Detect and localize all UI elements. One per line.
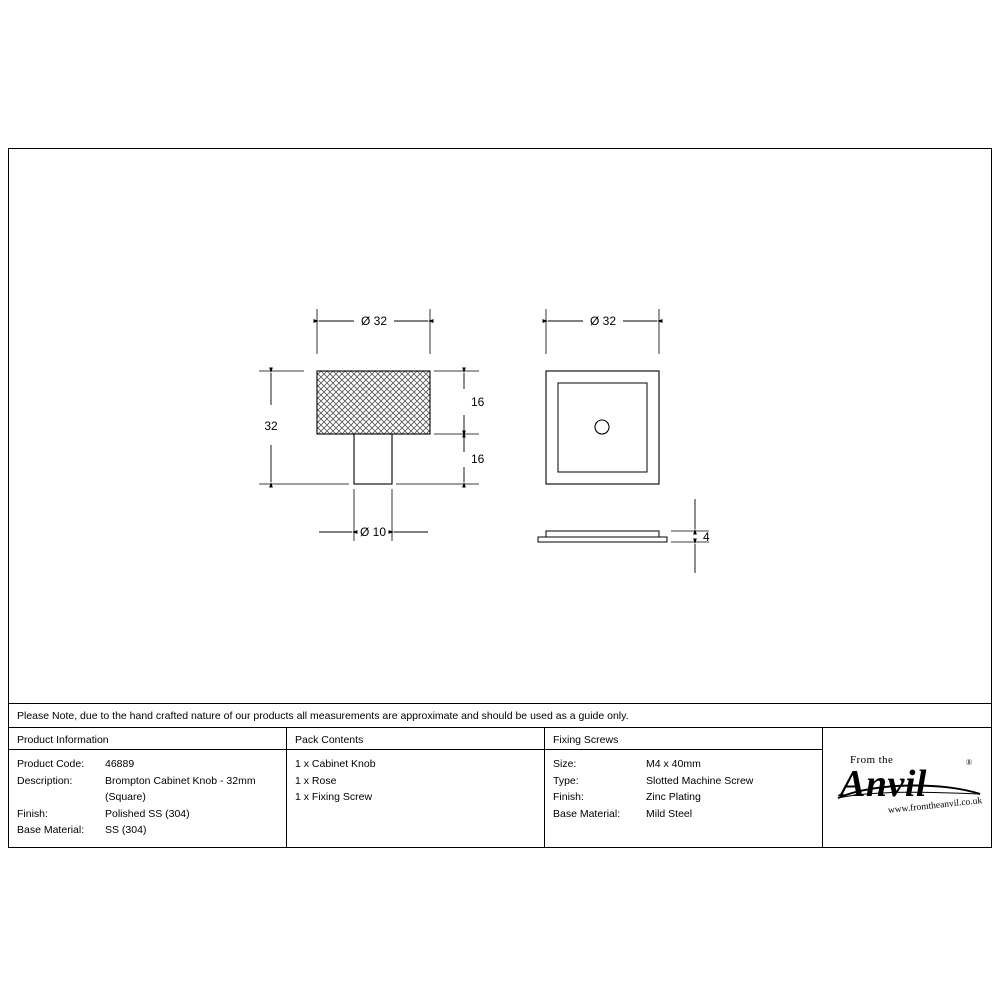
- rose-front-view: [546, 371, 659, 484]
- table-row: [553, 806, 822, 823]
- logo-from-the-text: From the: [850, 753, 894, 766]
- row-value: SS (304): [105, 824, 147, 836]
- dim-knob-width: [317, 309, 430, 354]
- row-value: (Square): [105, 791, 146, 803]
- table-row: [553, 773, 822, 790]
- table-row: [17, 756, 286, 773]
- fixing-screws-column: [545, 728, 823, 847]
- brand-logo: [823, 728, 991, 847]
- dim-knob-lower-label: 16: [471, 452, 485, 466]
- list-item: 1 x Cabinet Knob: [295, 758, 376, 770]
- logo-url-text: www.fromtheanvil.co.uk: [887, 795, 983, 816]
- table-row: [17, 822, 286, 839]
- product-information-body: [9, 749, 286, 839]
- technical-drawing-sheet: [8, 148, 992, 848]
- row-key: Base Material:: [553, 807, 621, 820]
- measurement-note: [9, 703, 991, 728]
- dim-rose-thickness: [671, 499, 710, 573]
- dim-knob-width-label: Ø 32: [360, 314, 388, 328]
- dim-knob-upper-label: 16: [471, 395, 485, 409]
- pack-contents-heading: Pack Contents: [295, 734, 364, 746]
- row-key: Finish:: [17, 807, 48, 820]
- dim-rose-width: [546, 309, 659, 354]
- pack-contents-body: [287, 749, 544, 806]
- table-row: [17, 806, 286, 823]
- dim-stem-diameter-label: Ø 10: [359, 525, 387, 539]
- product-dimension-drawing: [9, 149, 991, 703]
- row-value: Mild Steel: [646, 807, 693, 820]
- table-row: [17, 773, 286, 790]
- row-value: Polished SS (304): [105, 807, 190, 820]
- row-key: Product Code:: [17, 758, 85, 770]
- fixing-screws-body: [545, 749, 822, 822]
- row-key: Type:: [553, 774, 579, 787]
- drawing-area: [9, 149, 991, 703]
- measurement-note-text: Please Note, due to the hand crafted nature of our products all measurements are approximate and should be used as a guide only.: [17, 709, 629, 722]
- table-row: [553, 789, 822, 806]
- rose-side-view: [538, 531, 667, 542]
- divider: [287, 749, 544, 750]
- list-item: 1 x Fixing Screw: [295, 791, 373, 803]
- row-value: 46889: [105, 758, 135, 770]
- list-item: 1 x Rose: [295, 774, 337, 787]
- brand-logo-column: [823, 728, 991, 847]
- pack-contents-column: [287, 728, 545, 847]
- divider: [9, 749, 286, 750]
- fixing-screws-heading: Fixing Screws: [553, 734, 619, 746]
- dim-rose-thickness-label: 4: [703, 530, 710, 544]
- dim-rose-width-label: Ø 32: [589, 314, 617, 328]
- row-value: M4 x 40mm: [646, 758, 701, 770]
- row-key: Finish:: [553, 791, 584, 803]
- product-information-heading: Product Information: [17, 734, 109, 746]
- logo-anvil-text: Anvil: [840, 762, 927, 805]
- row-key: Base Material:: [17, 824, 85, 836]
- table-row: [17, 789, 286, 806]
- row-value: Brompton Cabinet Knob - 32mm: [105, 774, 256, 787]
- row-key: Size:: [553, 758, 577, 770]
- row-value: Slotted Machine Screw: [646, 774, 754, 787]
- row-key: [17, 789, 105, 806]
- table-row: [553, 756, 822, 773]
- row-value: Zinc Plating: [646, 791, 701, 803]
- knob-side-view: [317, 371, 430, 484]
- information-table: [9, 728, 991, 847]
- row-key: Description:: [17, 774, 73, 787]
- product-information-column: [9, 728, 287, 847]
- dim-stem-diameter: [319, 489, 428, 541]
- divider: [545, 749, 822, 750]
- dim-knob-height-label: 32: [264, 419, 278, 433]
- registered-trademark-icon: ®: [966, 757, 973, 767]
